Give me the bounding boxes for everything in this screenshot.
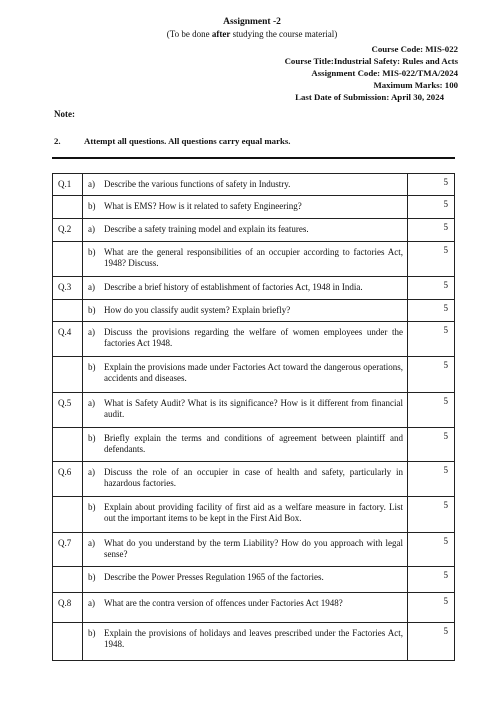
- marks-cell: [408, 533, 455, 567]
- question-number: Q.1: [53, 174, 83, 196]
- maximum-marks: Maximum Marks: 100: [373, 80, 458, 90]
- question-row: [53, 300, 455, 322]
- marks-cell: [408, 196, 455, 219]
- question-cell: [83, 322, 408, 357]
- marks-value: 5: [443, 465, 448, 475]
- part-label: a): [88, 598, 95, 608]
- marks-cell: [408, 462, 455, 497]
- question-number: Q.2: [53, 219, 83, 242]
- instruction: 2. Attempt all questions. All questions carry equal marks.: [54, 136, 291, 146]
- question-text: Explain about providing facility of first aid as a welfare measure in factory. List out the important items to be kept in the First Aid Box.: [104, 502, 403, 523]
- question-number: [53, 300, 83, 322]
- marks-value: 5: [443, 199, 448, 209]
- assignment-subtitle: (To be done after studying the course material): [166, 29, 338, 39]
- marks-cell: [408, 567, 455, 593]
- part-label: b): [88, 433, 96, 443]
- marks-cell: [408, 300, 455, 322]
- part-label: b): [88, 201, 96, 211]
- question-row: [53, 174, 455, 196]
- marks-cell: [408, 277, 455, 300]
- question-row: [53, 428, 455, 462]
- marks-value: 5: [443, 222, 448, 232]
- question-text: What are the contra version of offences under Factories Act 1948?: [104, 598, 343, 608]
- last-date: Last Date of Submission: April 30, 2024: [295, 92, 444, 102]
- marks-value: 5: [443, 431, 448, 441]
- part-label: a): [88, 282, 95, 292]
- questions-table: [52, 173, 455, 661]
- question-text: What is EMS? How is it related to safety Engineering?: [104, 201, 302, 211]
- marks-value: 5: [443, 596, 448, 606]
- marks-cell: [408, 497, 455, 533]
- question-number: Q.7: [53, 533, 83, 567]
- question-row: [53, 567, 455, 593]
- question-number: Q.5: [53, 393, 83, 428]
- question-text: Explain the provisions made under Factories Act toward the dangerous operations, accidents and diseases.: [104, 362, 403, 383]
- question-cell: [83, 196, 408, 219]
- question-cell: [83, 174, 408, 196]
- question-number: [53, 357, 83, 393]
- question-cell: [83, 497, 408, 533]
- question-cell: [83, 300, 408, 322]
- marks-cell: [408, 357, 455, 393]
- course-title: Course Title:Industrial Safety: Rules and Acts: [284, 56, 458, 66]
- question-number: [53, 497, 83, 533]
- part-label: a): [88, 398, 95, 408]
- marks-cell: [408, 242, 455, 277]
- question-text: Briefly explain the terms and conditions of agreement between plaintiff and defendants.: [104, 433, 403, 454]
- question-number: [53, 567, 83, 593]
- question-cell: [83, 567, 408, 593]
- question-row: [53, 196, 455, 219]
- marks-cell: [408, 593, 455, 623]
- question-row: [53, 623, 455, 661]
- question-text: What do you understand by the term Liability? How do you approach with legal sense?: [104, 538, 403, 559]
- question-cell: [83, 277, 408, 300]
- question-text: Describe the Power Presses Regulation 1965 of the factories.: [104, 572, 324, 582]
- question-cell: [83, 623, 408, 661]
- question-cell: [83, 428, 408, 462]
- marks-cell: [408, 219, 455, 242]
- question-text: What are the general responsibilities of an occupier according to factories Act, 1948? Discuss.: [104, 247, 403, 268]
- question-row: [53, 497, 455, 533]
- marks-cell: [408, 322, 455, 357]
- question-number: Q.3: [53, 277, 83, 300]
- assignment-title: Assignment -2: [223, 17, 281, 27]
- question-text: How do you classify audit system? Explain briefly?: [104, 305, 291, 315]
- question-number: [53, 623, 83, 661]
- question-row: [53, 533, 455, 567]
- question-number: Q.6: [53, 462, 83, 497]
- marks-value: 5: [443, 396, 448, 406]
- question-row: [53, 593, 455, 623]
- question-text: What is Safety Audit? What is its significance? How is it different from financial audit.: [104, 398, 403, 419]
- question-text: Describe the various functions of safety in Industry.: [104, 179, 291, 189]
- part-label: b): [88, 305, 96, 315]
- part-label: a): [88, 224, 95, 234]
- marks-value: 5: [443, 360, 448, 370]
- question-row: [53, 357, 455, 393]
- marks-cell: [408, 428, 455, 462]
- part-label: a): [88, 179, 95, 189]
- part-label: b): [88, 628, 96, 638]
- assignment-code: Assignment Code: MIS-022/TMA/2024: [311, 68, 458, 78]
- part-label: b): [88, 247, 96, 257]
- marks-cell: [408, 623, 455, 661]
- divider: [52, 157, 455, 159]
- marks-value: 5: [443, 245, 448, 255]
- marks-cell: [408, 393, 455, 428]
- question-text: Discuss the role of an occupier in case of health and safety, particularly in hazardous factories.: [104, 467, 403, 488]
- question-row: [53, 277, 455, 300]
- part-label: b): [88, 502, 96, 512]
- question-cell: [83, 242, 408, 277]
- question-number: [53, 196, 83, 219]
- marks-value: 5: [443, 570, 448, 580]
- question-cell: [83, 357, 408, 393]
- part-label: b): [88, 362, 96, 372]
- marks-value: 5: [443, 325, 448, 335]
- marks-cell: [408, 174, 455, 196]
- marks-value: 5: [443, 303, 448, 313]
- question-cell: [83, 462, 408, 497]
- part-label: a): [88, 538, 95, 548]
- question-row: [53, 462, 455, 497]
- course-code: Course Code: MIS-022: [371, 44, 458, 54]
- question-row: [53, 393, 455, 428]
- question-number: Q.4: [53, 322, 83, 357]
- question-cell: [83, 393, 408, 428]
- question-row: [53, 322, 455, 357]
- question-number: [53, 428, 83, 462]
- question-cell: [83, 219, 408, 242]
- question-text: Describe a brief history of establishment of factories Act, 1948 in India.: [104, 282, 363, 292]
- question-number: Q.8: [53, 593, 83, 623]
- question-text: Explain the provisions of holidays and leaves prescribed under the Factories Act, 1948.: [104, 628, 403, 649]
- note-label: Note:: [54, 109, 75, 119]
- part-label: a): [88, 467, 95, 477]
- marks-value: 5: [443, 500, 448, 510]
- part-label: a): [88, 327, 95, 337]
- question-cell: [83, 593, 408, 623]
- marks-value: 5: [443, 626, 448, 636]
- question-text: Discuss the provisions regarding the welfare of women employees under the factories Act 1948.: [104, 327, 403, 348]
- question-row: [53, 219, 455, 242]
- marks-value: 5: [443, 536, 448, 546]
- part-label: b): [88, 572, 96, 582]
- question-text: Describe a safety training model and explain its features.: [104, 224, 309, 234]
- question-row: [53, 242, 455, 277]
- question-cell: [83, 533, 408, 567]
- marks-value: 5: [443, 280, 448, 290]
- question-number: [53, 242, 83, 277]
- marks-value: 5: [443, 177, 448, 187]
